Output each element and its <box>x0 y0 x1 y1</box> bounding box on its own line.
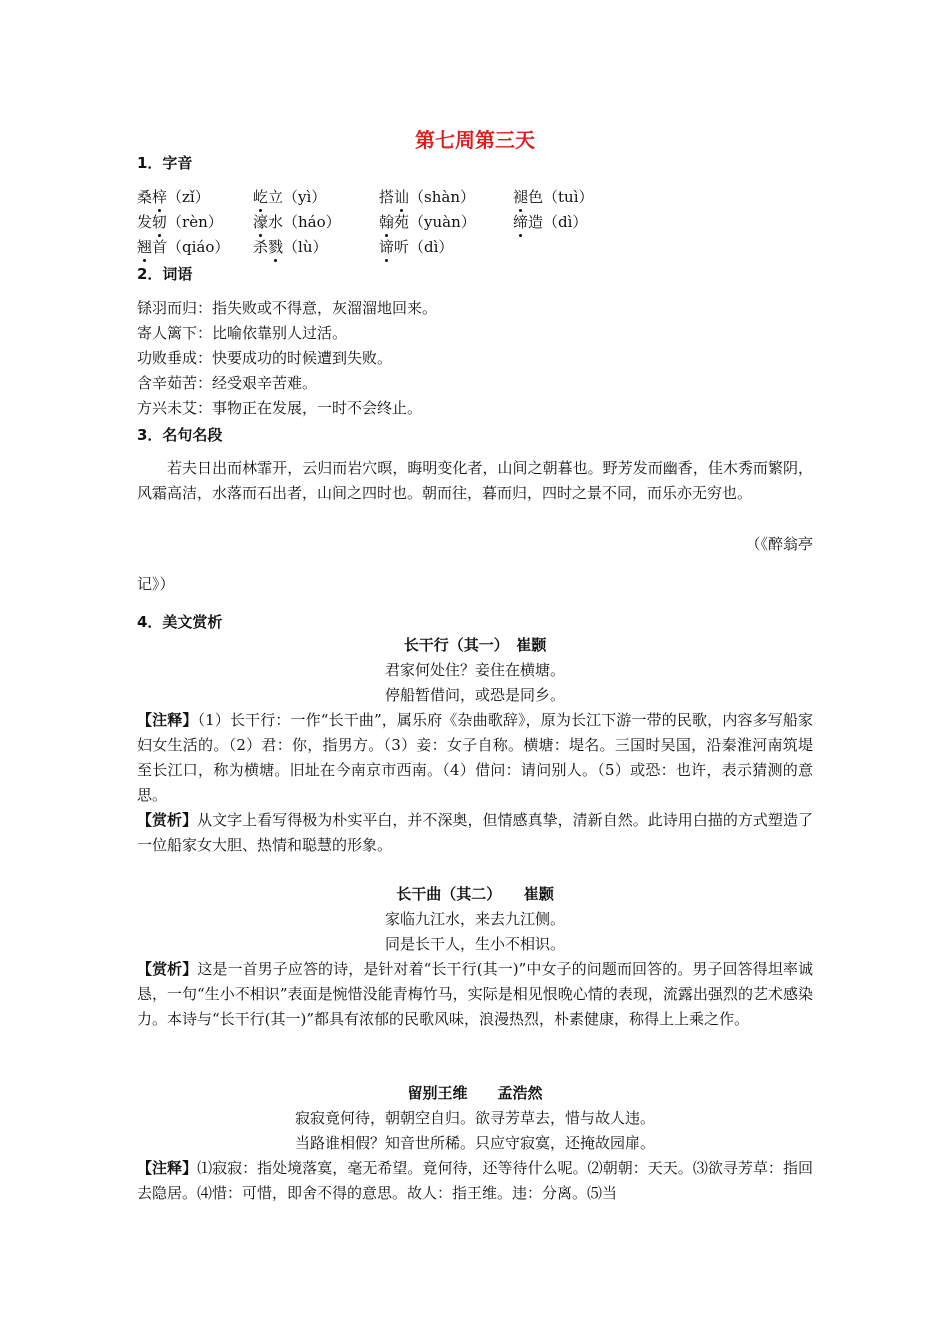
pronunciation-item: 谛听（dì） <box>379 238 454 256</box>
poem-line: 当路谁相假？知音世所稀。只应守寂寞，还掩故园扉。 <box>294 1134 655 1152</box>
poem-title: 留别王维 孟浩然 <box>407 1084 543 1102</box>
quote-source: （《醉翁亭 <box>745 535 813 553</box>
page-title: 第七周第三天 <box>415 128 535 152</box>
poem-line: 家临九江水，来去九江侧。 <box>384 910 565 928</box>
poem-appreciation <box>137 808 813 858</box>
quote-passage: 若夫日出而林霏开，云归而岩穴暝，晦明变化者，山间之朝暮也。野芳发而幽香，佳木秀而繁阴，风霜高洁，水落而石出者，山间之四时也。朝而往，暮而归，四时之景不同，而乐亦无穷也。 <box>137 459 813 502</box>
notes-tag: 【注释】 <box>137 711 198 729</box>
poem-line: 停船暂借问，或恐是同乡。 <box>384 686 565 704</box>
vocabulary-item: 铩羽而归：指失败或不得意，灰溜溜地回来。 <box>137 299 438 317</box>
poem-line: 寂寂竟何待，朝朝空自归。欲寻芳草去，惜与故人违。 <box>294 1109 655 1127</box>
notes-text: （1）长干行：一作“长干曲”，属乐府《杂曲歌辞》，原为长江下游一带的民歌，内容多写船家妇女生活的。（2）君：你，指男方。（3）妾：女子自称。横塘：堤名。三国时吴国，沿秦淮河南筑堤至长江口，称为横塘。旧址在今南京市西南。（4）借问：请问别人。（5）或恐：也许，表示猜测的意思。 <box>137 711 813 804</box>
pronunciation-item: 搭讪（shàn） <box>379 188 475 206</box>
notes-text: ⑴寂寂：指处境落寞，毫无希望。竟何待，还等待什么呢。⑵朝朝：天天。⑶欲寻芳草：指回去隐居。⑷惜：可惜，即舍不得的意思。故人：指王维。违：分离。⑸当 <box>137 1159 813 1202</box>
quote-source-cont: 记》） <box>137 575 175 593</box>
vocabulary-item: 含辛茹苦：经受艰辛苦难。 <box>137 374 318 392</box>
pronunciation-item: 翰苑（yuàn） <box>379 213 476 231</box>
pronunciation-item: 屹立（yì） <box>253 188 327 206</box>
pronunciation-item: 濠水（háo） <box>253 213 341 231</box>
section-heading-quotes: 3．名句名段 <box>137 426 223 444</box>
section-heading-pronunciation: 1．字音 <box>137 154 193 172</box>
vocabulary-list <box>137 296 437 421</box>
pronunciation-item: 杀戮（lù） <box>253 238 328 256</box>
section-heading-appreciation: 4．美文赏析 <box>137 613 223 631</box>
section-heading-vocabulary: 2．词语 <box>137 265 193 283</box>
poem-title: 长干曲（其二） 崔颢 <box>396 885 554 903</box>
vocabulary-item: 寄人篱下：比喻依靠别人过活。 <box>137 324 348 342</box>
appreciation-tag: 【赏析】 <box>137 960 198 978</box>
pronunciation-item: 发轫（rèn） <box>137 213 223 231</box>
poem-appreciation <box>137 957 813 1032</box>
poem-line: 同是长干人，生小不相识。 <box>384 935 565 953</box>
pronunciation-item: 褪色（tuì） <box>513 188 594 206</box>
pronunciation-item: 缔造（dì） <box>513 213 588 231</box>
appreciation-text: 这是一首男子应答的诗，是针对着“长干行(其一)”中女子的问题而回答的。男子回答得坦率诚恳，一句“生小不相识”表面是惋惜没能青梅竹马，实际是相见恨晚心情的表现，流露出强烈的艺术感染力。本诗与“长干行(其一)”都具有浓郁的民歌风味，浪漫热烈，朴素健康，称得上上乘之作。 <box>137 960 813 1028</box>
pronunciation-item: 桑梓（zǐ） <box>137 188 210 206</box>
vocabulary-item: 功败垂成：快要成功的时候遭到失败。 <box>137 349 393 367</box>
poem-line: 君家何处住？妾住在横塘。 <box>384 661 565 679</box>
appreciation-text: 从文字上看写得极为朴实平白，并不深奥，但情感真挚，清新自然。此诗用白描的方式塑造了一位船家女大胆、热情和聪慧的形象。 <box>137 811 813 854</box>
poem-notes <box>137 1156 813 1206</box>
poem-title: 长干行（其一） 崔颢 <box>403 636 547 654</box>
notes-tag: 【注释】 <box>137 1159 198 1177</box>
pronunciation-item: 翘首（qiáo） <box>137 238 230 256</box>
poem-notes <box>137 708 813 808</box>
appreciation-tag: 【赏析】 <box>137 811 198 829</box>
vocabulary-item: 方兴未艾：事物正在发展，一时不会终止。 <box>137 399 423 417</box>
